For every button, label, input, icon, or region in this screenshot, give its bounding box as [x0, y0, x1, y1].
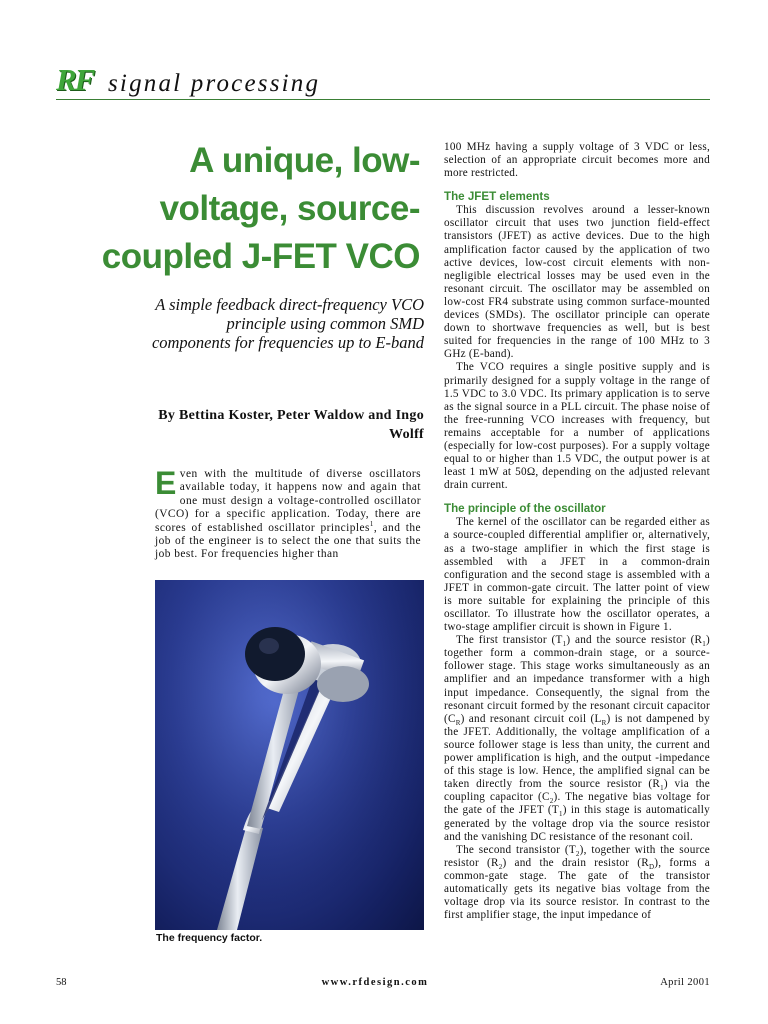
principle-paragraph-3: The second transistor $(T_2)$, together with the source resistor $(R_2)$ and the drain resistor $(R_D)$, forms a common-gate stage. The gate of the transistor automatically gets its negative bias voltage from the voltage drop via its source resistor. In contrast to the first amplifier stage, the input impedance of [444, 843, 711, 922]
heading-oscillator-principle: The principle of the oscillator [444, 502, 606, 516]
lead-text-cont: , and the job of the engineer is to select the one that suits the job best. For frequencies higher than [155, 521, 421, 561]
jfet-paragraph-1: This discussion revolves around a lesser-known oscillator circuit that uses two junction field-effect transistors (JFET) as active devices. Due to the high amplification factor caused by the application of two active devices, low-cost circuit elements with non-negligible electrical losses may be used even in the resonant circuit. The oscillator may be assembled on low-cost FR4 substrate using common surface-mounted devices (SMDs). The oscillator principle can operate down to shortwave frequencies as well, but is best suited for frequencies in the range of 100 MHz to 3 GHz (E-band). [444, 204, 710, 361]
photo-caption: The frequency factor. [156, 932, 263, 944]
header-divider [56, 99, 710, 100]
magazine-logo: RF [56, 62, 94, 97]
tuning-fork-illustration [155, 580, 424, 930]
issue-date: April 2001 [660, 977, 710, 988]
principle-paragraph-1: The kernel of the oscillator can be regarded either as a source-coupled differential amplifier or, alternatively, as a two-stage amplifier in which the first stage is assembled with a JFET in a common-drain configuration and the second stage is assembled with a JFET in common-gate circuit. The latter point of view is more suitable for explaining the principle of this oscillator. To illustrate how the oscillator operates, a two-stage amplifier circuit is shown in Figure 1. [444, 516, 710, 634]
heading-jfet-elements: The JFET elements [444, 190, 550, 204]
lead-paragraph [155, 465, 421, 562]
lead-text: ven with the multitude of diverse oscillators available today, it happens now and again that one must design a voltage-controlled oscillator (VCO) for a specific application. Today, there are scores of established oscillator principles [155, 468, 421, 534]
section-title: signal processing [108, 70, 321, 97]
tuning-fork-photo [155, 580, 424, 930]
article-title: A unique, low-voltage, source-coupled J-FET VCO [101, 141, 420, 276]
jfet-paragraph-2: The VCO requires a single positive supply and is primarily designed for a supply voltage in the range of 1.5 VDC to 3.0 VDC. Its primary application is to serve as the signal source in a PLL circuit. The phase noise of the free-running VCO increases with frequency, but remains acceptable for a number of applications (especially for low-cost purposes). For a supply voltage equal to or higher than 1.5 VDC, the output power is at least 1 mW at 50Ω, depending on the adjusted relevant drain current. [444, 361, 710, 492]
page-number: 58 [56, 977, 67, 988]
article-body [444, 141, 710, 922]
intro-continuation: 100 MHz having a supply voltage of 3 VDC or less, selection of an appropriate circuit becomes more and more restricted. [444, 141, 710, 180]
principle-paragraph-2: The first transistor $(T_1)$ and the source resistor $(R_1)$ together form a common-drain stage, or a source-follower stage. This stage works simultaneously as an amplifier and an impedance transformer with a high input impedance. Consequently, the signal from the resonant circuit formed by the resonant circuit capacitor $(C_R)$ and resonant circuit coil $(L_R)$ is not dampened by the JFET. Additionally, the voltage amplification of a source follower stage is less than unity, the current and power amplification is high, and the output -impedance of this stage is low. Hence, the amplified signal can be taken directly from the source resistor $(R_1)$ via the coupling capacitor $(C_2)$. The negative bias voltage for the gate of the JFET $(T_1)$ in this stage is automatically generated by the voltage drop via the source resistor and the vanishing DC resistance of the resonant coil. [444, 634, 710, 843]
article-byline: By Bettina Koster, Peter Waldow and Ingo Wolff [158, 408, 424, 442]
drop-cap: E [155, 465, 177, 501]
article-subtitle: A simple feedback direct-frequency VCO principle using common SMD components for frequencies up to E-band [151, 295, 424, 352]
website-link[interactable]: www.rfdesign.com [321, 977, 429, 988]
footnote-marker: 1 [369, 519, 374, 528]
